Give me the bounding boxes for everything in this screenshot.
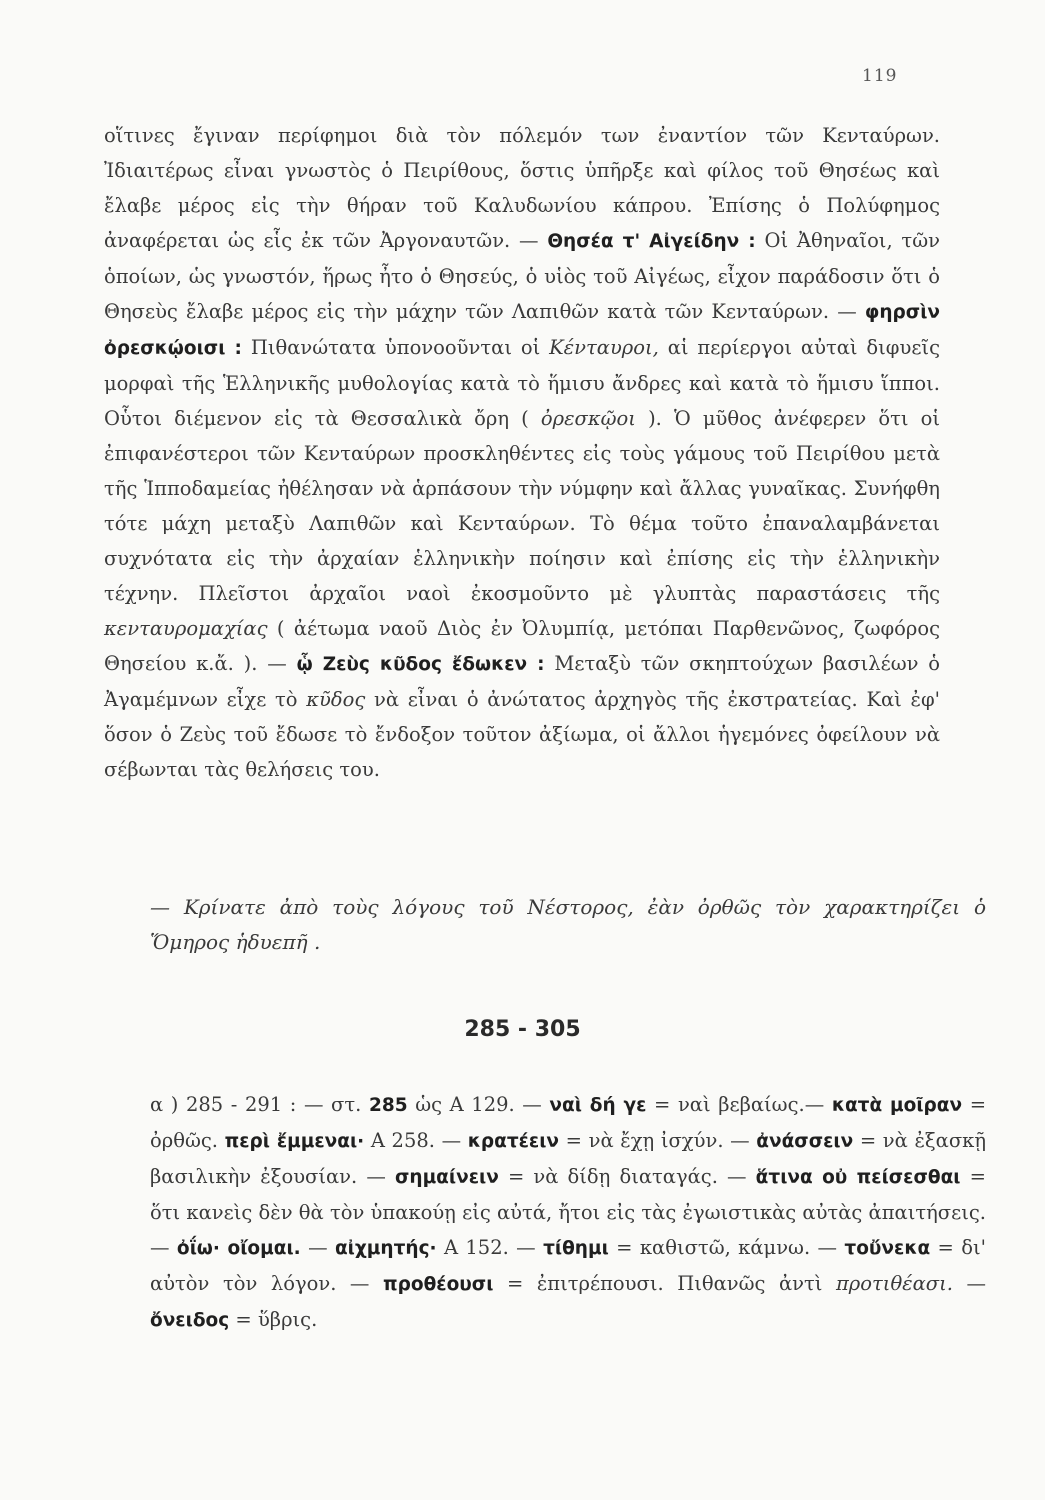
text-run: = ὕβρις. [235,1308,318,1331]
text-run: — [966,1272,987,1295]
lemma: αἰχμητής· [334,1238,437,1259]
lemma: Θησέα τ' Αἰγείδην : [547,231,756,252]
lemma: προθέουσι [382,1274,494,1295]
lemma: ᾧ Ζεὺς κῦδος ἔδωκεν : [296,654,545,675]
text-run: Οἱ Ἀθηναῖοι, τῶν ὁποίων, ὡς γνωστόν, ἥρως ἦτο ὁ Θησεύς, ὁ υἱὸς τοῦ Αἰγέως, εἶχον παράδοσιν ὅτι ὁ Θησεὺς ἔλαβε μέρος εἰς τὴν μάχην τῶν Λαπιθῶν κατὰ τῶν Κενταύρων. — [104,229,940,323]
text-run: Α 152. — [443,1236,536,1259]
text-run: = καθιστῶ, κάμνω. — [616,1236,838,1259]
text-run: = ὀρθῶς. [150,1093,987,1152]
italic-term: ὀρεσκῷοι [540,407,636,430]
text-run: = ναὶ βεβαίως.— [654,1093,825,1116]
lemma: φηρσὶν ὀρεσκῴοισι : [104,302,941,359]
italic-term: προτιθέασι. [835,1272,953,1295]
text-run: Μεταξὺ τῶν σκηπτούχων βασιλέων ὁ Ἀγαμέμνων εἶχε τὸ [104,652,941,711]
text-run: αἱ περίεργοι αὐταὶ διφυεῖς μορφαὶ τῆς Ἑλληνικῆς μυθολογίας κατὰ τὸ ἥμισυ ἄνδρες καὶ κατὰ τὸ ἥμισυ ἵπποι. Οὗτοι διέμενον εἰς τὰ Θεσσαλικὰ ὄρη ( [104,336,940,430]
lemma: σημαίνειν [394,1167,499,1188]
text-run: οἵτινες ἔγιναν περίφημοι διὰ τὸν πόλεμόν των ἐναντίον τῶν Κενταύρων. Ἰδιαιτέρως εἶναι γνωστὸς ὁ Πειρίθους, ὅστις ὑπῆρξε καὶ φίλος τοῦ Θησέως καὶ ἔλαβε μέρος εἰς τὴν θήραν τοῦ Καλυδωνίου κάπρου. Ἐπίσης ὁ Πολύφημος ἀναφέρεται ὡς εἷς ἐκ τῶν Ἀργοναυτῶν. — [104,124,940,252]
lemma: ὀΐω· οἴομαι. [176,1238,301,1259]
text-run: = δι' αὐτὸν τὸν λόγον. — [150,1236,987,1295]
italic-term: κενταυρομαχίας [104,617,268,640]
lemma: ἅτινα οὐ πείσεσθαι [755,1167,961,1188]
lemma: 285 [368,1095,408,1116]
text-run: ὡς Α 129. — [415,1093,542,1116]
text-run: Πιθανώτατα ὑπονοοῦνται οἱ [250,336,541,359]
text-run: = νὰ ἔχῃ ἰσχύν. — [565,1129,750,1152]
text-run: Α 258. — [370,1129,462,1152]
lemma: κατὰ μοῖραν [831,1095,963,1116]
glossary-paragraph [104,1087,986,1338]
text-run: = νὰ ἐξασκῇ βασιλικὴν ἐξουσίαν. — [150,1129,986,1188]
question-text: — Κρίνατε ἀπὸ τοὺς λόγους τοῦ Νέστορος, ἐὰν ὀρθῶς τὸν χαρακτηρίζει ὁ Ὅμηρος ἡδυεπῆ . [150,895,986,954]
lemma: κρατέειν [467,1131,560,1152]
lemma: ὄνειδος [150,1310,230,1331]
lemma: ναὶ δή γε [549,1095,647,1116]
section-heading: 285 - 305 [464,1017,581,1042]
lemma: ἀνάσσειν [756,1131,854,1152]
text-run: α ) 285 - 291 : — στ. [150,1093,362,1116]
text-run: — [308,1236,328,1259]
text-run: = νὰ δίδῃ διαταγάς. — [507,1165,747,1188]
italic-term: Κένταυροι, [549,336,659,359]
lemma: τίθημι [543,1238,609,1259]
lemma: τοὔνεκα [844,1238,931,1259]
text-run: = ἐπιτρέπουσι. Πιθανῶς ἀντὶ [506,1272,823,1295]
text-run: = ὅτι κανεὶς δὲν θὰ τὸν ὑπακούῃ εἰς αὐτά, ἤτοι εἰς τὰς ἐγωιστικὰς αὐτὰς ἀπαιτήσεις. — [150,1165,986,1259]
text-run: ). Ὁ μῦθος ἀνέφερεν ὅτι οἱ ἐπιφανέστεροι τῶν Κενταύρων προσκληθέντες εἰς τοὺς γάμους τοῦ Πειρίθου μετὰ τῆς Ἱπποδαμείας ἠθέλησαν νὰ ἁρπάσουν τὴν νύμφην καὶ ἄλλας γυναῖκας. Συνήφθη τότε μάχη μεταξὺ Λαπιθῶν καὶ Κενταύρων. Τὸ θέμα τοῦτο ἐπαναλαμβάνεται συχνότατα εἰς τὴν ἀρχαίαν ἑλληνικὴν ποίησιν καὶ ἐπίσης εἰς τὴν ἑλληνικὴν τέχνην. Πλεῖστοι ἀρχαῖοι ναοὶ ἐκοσμοῦντο μὲ γλυπτὰς παραστάσεις τῆς [104,407,940,605]
page-number: 119 [862,66,898,86]
text-run: ( ἀέτωμα ναοῦ Διὸς ἐν Ὀλυμπίᾳ, μετόπαι Παρθενῶνος, ζωφόρος Θησείου κ.ἄ. ). — [104,617,940,675]
lemma: περὶ ἔμμεναι· [224,1131,365,1152]
exercise-question [104,890,986,960]
text-run: νὰ εἶναι ὁ ἀνώτατος ἀρχηγὸς τῆς ἐκστρατείας. Καὶ ἐφ' ὅσον ὁ Ζεὺς τοῦ ἔδωσε τὸ ἔνδοξον τοῦτον ἀξίωμα, οἱ ἄλλοι ἡγεμόνες ὀφείλουν νὰ σέβωνται τὰς θελήσεις του. [104,688,941,781]
italic-term: κῦδος [306,688,366,711]
commentary-paragraph [104,118,940,787]
